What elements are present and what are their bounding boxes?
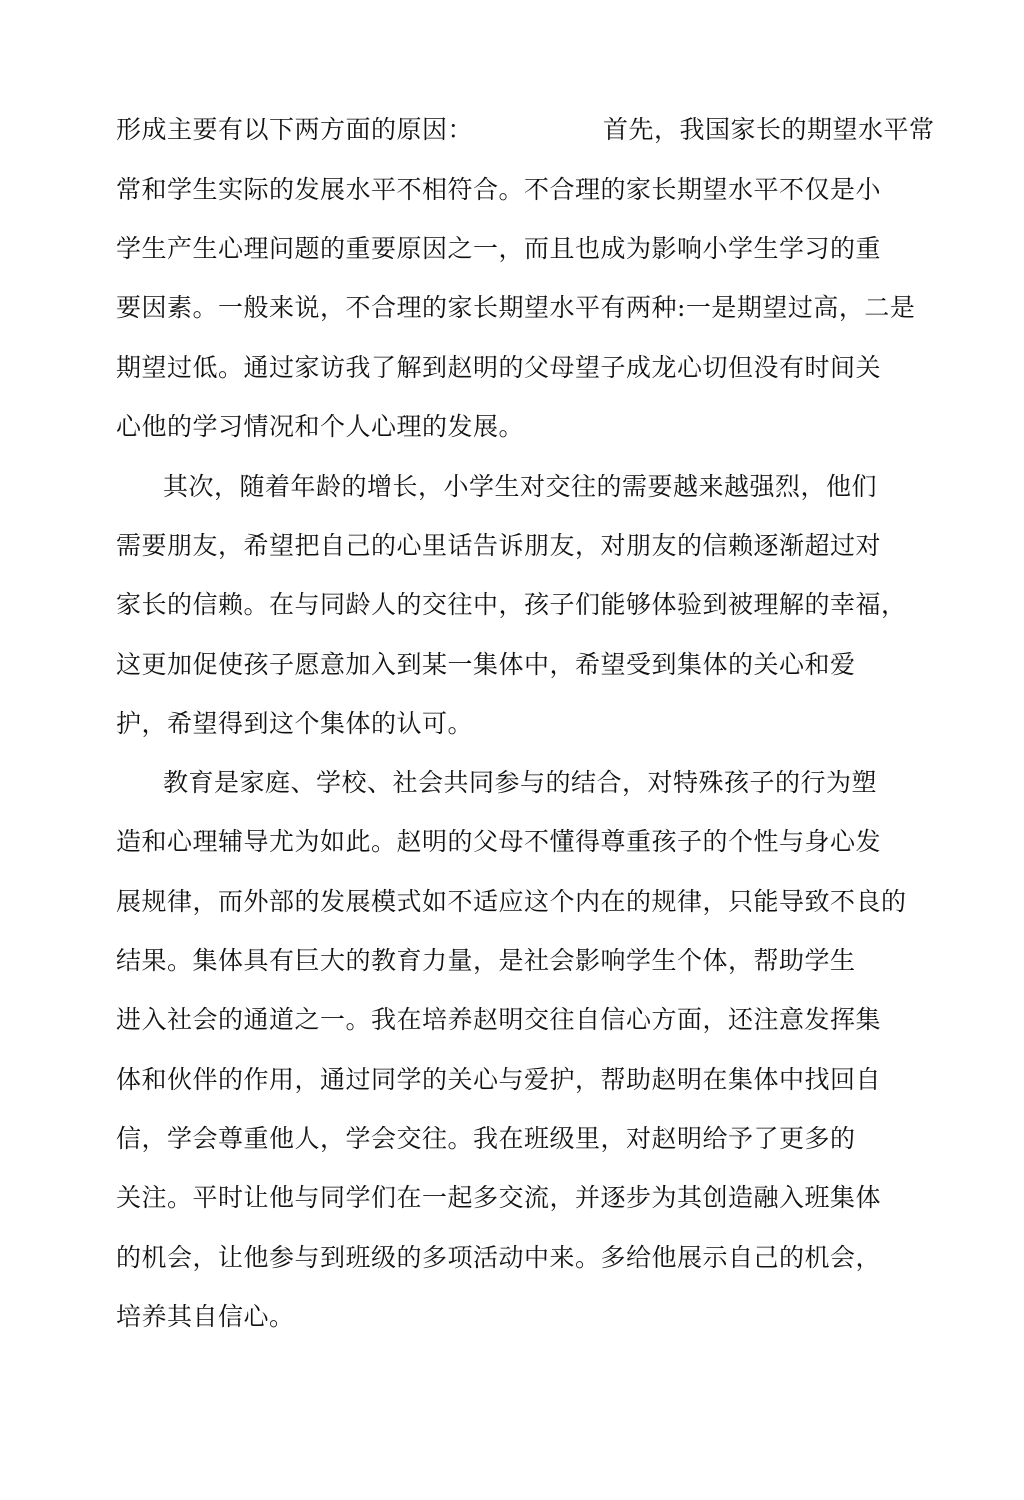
text-line-1 xyxy=(116,115,935,145)
text-line-7: 其次，随着年龄的增长，小学生对交往的需要越来越强烈，他们 xyxy=(163,472,878,501)
text-line-16: 进入社会的通道之一。我在培养赵明交往自信心方面，还注意发挥集 xyxy=(116,1005,882,1034)
text-line-20: 的机会，让他参与到班级的多项活动中来。多给他展示自己的机会， xyxy=(116,1243,882,1272)
text-line-9: 家长的信赖。在与同龄人的交往中，孩子们能够体验到被理解的幸福， xyxy=(116,590,907,619)
text-line-13: 造和心理辅导尤为如此。赵明的父母不懂得尊重孩子的个性与身心发 xyxy=(116,827,882,856)
text-line-11: 护，希望得到这个集体的认可。 xyxy=(116,709,474,738)
text-line-15: 结果。集体具有巨大的教育力量，是社会影响学生个体，帮助学生 xyxy=(116,946,856,975)
text-line-18: 信，学会尊重他人，学会交往。我在班级里，对赵明给予了更多的 xyxy=(116,1124,856,1153)
text-line-12: 教育是家庭、学校、社会共同参与的结合，对特殊孩子的行为塑 xyxy=(163,768,878,797)
text-line-3: 学生产生心理问题的重要原因之一，而且也成为影响小学生学习的重 xyxy=(116,234,882,263)
text-line-10: 这更加促使孩子愿意加入到某一集体中，希望受到集体的关心和爱 xyxy=(116,650,856,679)
text-line-5: 期望过低。通过家访我了解到赵明的父母望子成龙心切但没有时间关 xyxy=(116,353,882,382)
text-line-6: 心他的学习情况和个人心理的发展。 xyxy=(116,412,525,441)
text-line-1b: 首先，我国家长的期望水平常 xyxy=(603,115,935,144)
text-line-17: 体和伙伴的作用，通过同学的关心与爱护，帮助赵明在集体中找回自 xyxy=(116,1065,882,1094)
text-line-21: 培养其自信心。 xyxy=(116,1302,295,1331)
text-line-1a: 形成主要有以下两方面的原因： xyxy=(116,115,474,144)
text-line-14: 展规律，而外部的发展模式如不适应这个内在的规律，只能导致不良的 xyxy=(116,887,907,916)
text-line-8: 需要朋友，希望把自己的心里话告诉朋友，对朋友的信赖逐渐超过对 xyxy=(116,531,882,560)
text-line-19: 关注。平时让他与同学们在一起多交流，并逐步为其创造融入班集体 xyxy=(116,1183,882,1212)
text-line-4: 要因素。一般来说，不合理的家长期望水平有两种:一是期望过高，二是 xyxy=(116,293,916,322)
text-line-2: 常和学生实际的发展水平不相符合。不合理的家长期望水平不仅是小 xyxy=(116,175,882,204)
